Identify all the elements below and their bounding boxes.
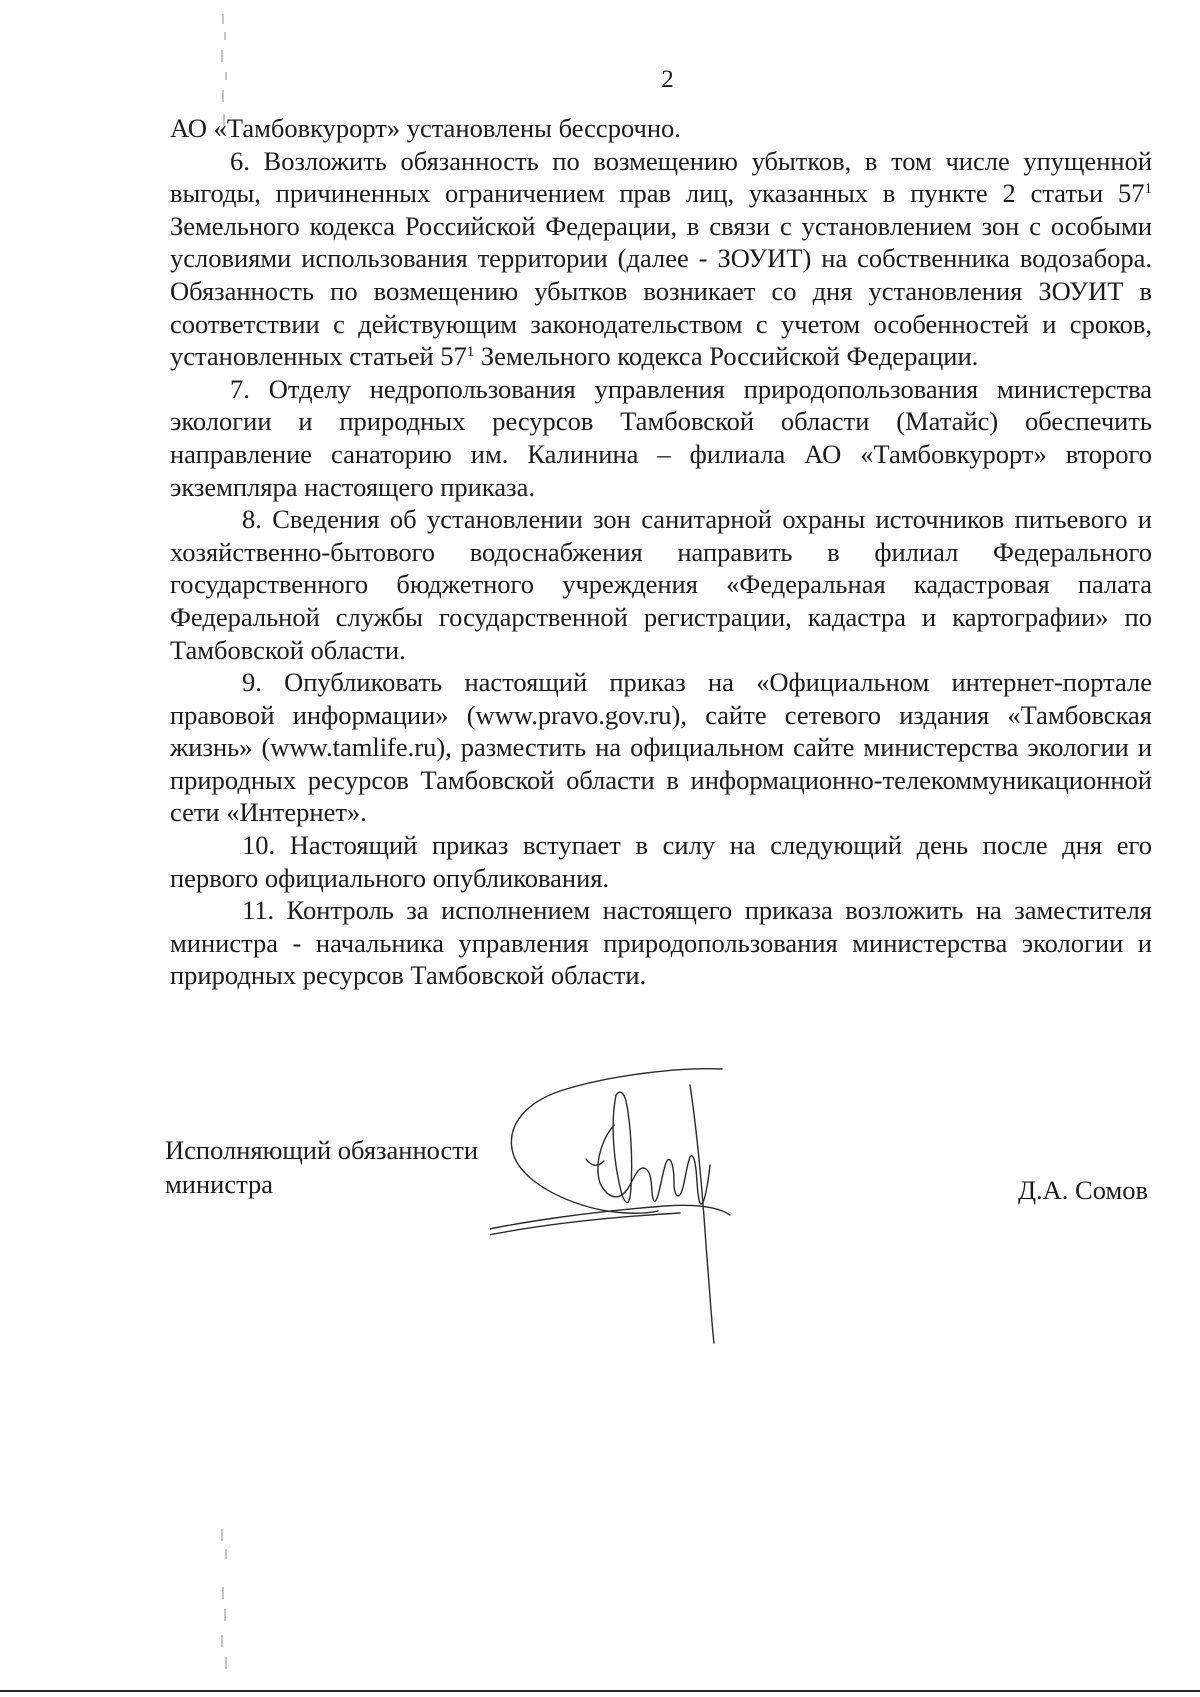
document-body [170, 112, 1152, 992]
superscript-2: 1 [466, 344, 475, 361]
paragraph-6-part-a: 6. Возложить обязанность по возмещению убытков, в том числе упущенной выгоды, причиненных ограничением прав лиц, указанных в пункте 2 статьи 57 [170, 145, 1152, 209]
superscript-1: 1 [1144, 181, 1152, 198]
scan-artifact-top [218, 10, 230, 130]
signatory-position-line-2: министра [165, 1169, 273, 1199]
paragraph-6-part-c: Земельного кодекса Российской Федерации. [474, 341, 979, 372]
page-number: 2 [661, 66, 674, 93]
paragraph-11: 11. Контроль за исполнением настоящего приказа возложить на заместителя министра - начальника управления природопользования министерства экологии и природных ресурсов Тамбовской области. [170, 895, 1152, 991]
page-bottom-edge [0, 1690, 1200, 1692]
paragraph-8: 8. Сведения об установлении зон санитарной охраны источников питьевого и хозяйственно-бытового водоснабжения направить в филиал Федерального государственного бюджетного учреждения «Федеральная кадастровая палата Федеральной службы государственной регистрации, кадастра и картографии» по Тамбовской области. [170, 504, 1152, 665]
handwritten-signature [490, 1065, 790, 1345]
paragraph-7: 7. Отделу недропользования управления природопользования министерства экологии и природных ресурсов Тамбовской области (Матайс) обеспечить направление санаторию им. Калинина – филиала АО «Тамбовкурорт» второго экземпляра настоящего приказа. [170, 373, 1152, 502]
paragraph-9: 9. Опубликовать настоящий приказ на «Официальном интернет-портале правовой информации» (www.pravo.gov.ru), сайте сетевого издания «Тамбовская жизнь» (www.tamlife.ru), разместить на официальном сайте министерства экологии и природных ресурсов Тамбовской области в информационно-телекоммуникационной сети «Интернет». [170, 667, 1152, 828]
signatory-position-line-1: Исполняющий обязанности [165, 1135, 479, 1165]
scan-artifact-bottom [218, 1525, 230, 1675]
paragraph-6-part-b: Земельного кодекса Российской Федерации, в связи с установлением зон с особыми условиями использования территории (далее - ЗОУИТ) на собственника водозабора. Обязанность по возмещению убытков возникает со дня установления ЗОУИТ в соответствии с действующим законодательством с учетом особенностей и сроков, установленных статьей 57 [170, 210, 1152, 372]
paragraph-6 [170, 145, 1152, 373]
paragraph-5-tail: АО «Тамбовкурорт» установлены бессрочно. [170, 113, 681, 143]
paragraph-10: 10. Настоящий приказ вступает в силу на следующий день после дня его первого официального опубликования. [170, 830, 1152, 893]
signatory-name: Д.А. Сомов [1017, 1175, 1148, 1205]
signatory-position [165, 1133, 478, 1201]
